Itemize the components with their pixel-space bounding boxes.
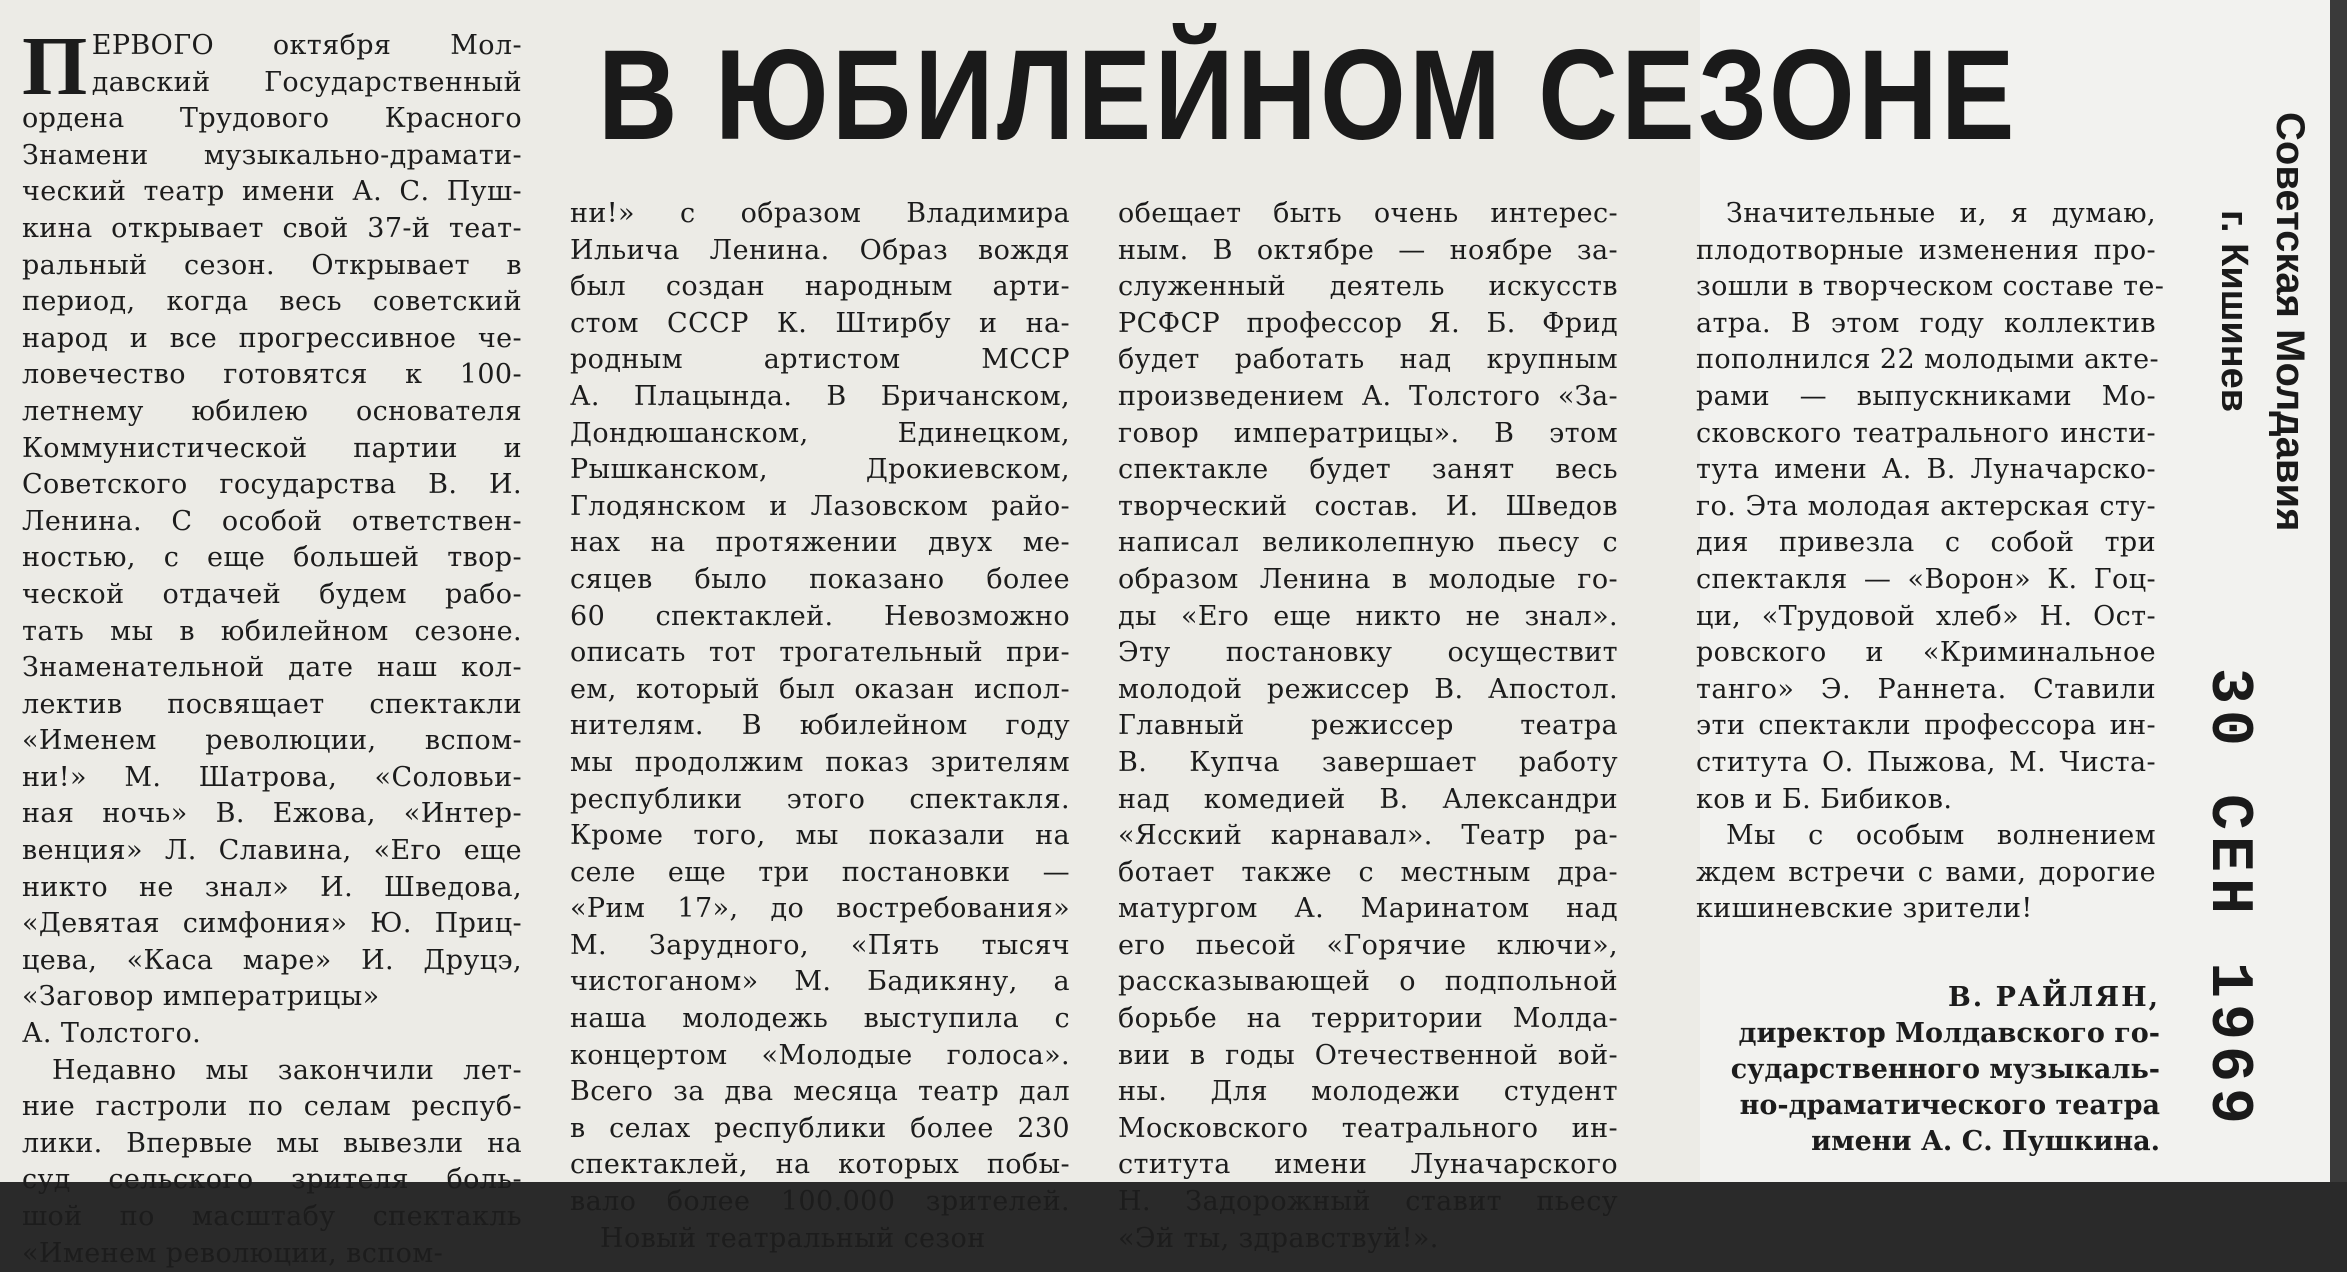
text-line: Ильича Ленина. Образ вождя — [570, 234, 1070, 266]
article-signature — [1700, 980, 2160, 1160]
text-line: нах на протяжении двух ме- — [570, 527, 1070, 559]
text-line: написал великолепную пьесу с — [1118, 527, 1618, 559]
text-line: «Именем революции, вспом- — [22, 1237, 444, 1269]
text-line: Главный режиссер театра — [1118, 710, 1618, 742]
text-line: борьбе на территории Молда- — [1118, 1003, 1618, 1035]
text-line: над комедией В. Александри — [1118, 783, 1618, 815]
text-line: произведением А. Толстого «За- — [1118, 380, 1618, 412]
text-line: ностью, с еще большей твор- — [22, 542, 522, 574]
text-line: пополнился 22 молодыми акте- — [1696, 344, 2160, 376]
text-line: ральный сезон. Открывает в — [22, 249, 522, 281]
text-line: «Ясский карнавал». Театр ра- — [1118, 820, 1618, 852]
text-line: мы продолжим показ зрителям — [570, 746, 1070, 778]
author-name: В. РАЙЛЯН, — [1947, 982, 2160, 1013]
text-line: летнему юбилею основателя — [22, 395, 522, 427]
text-line: был создан народным арти- — [570, 271, 1070, 303]
author-title-line: директор Молдавского го- — [1738, 1018, 2160, 1049]
text-line: описать тот трогательный при- — [570, 637, 1070, 669]
text-line: тать мы в юбилейном сезоне. — [22, 615, 522, 647]
text-line: спектакле будет занят весь — [1118, 454, 1618, 486]
text-line: венция» Л. Славина, «Его еще — [22, 835, 522, 867]
text-line: ным. В октябре — ноябре за- — [1118, 234, 1618, 266]
text-line: Н. Задорожный ставит пьесу — [1118, 1186, 1618, 1218]
article-column-4 — [1696, 196, 2165, 928]
text-line: Недавно мы закончили лет- — [52, 1054, 522, 1086]
text-line: ни!» М. Шатрова, «Соловьи- — [22, 761, 522, 793]
text-line: Новый театральный сезон — [600, 1222, 986, 1254]
text-line: ститута имени Луначарского — [1118, 1149, 1618, 1181]
text-line: Кроме того, мы показали на — [570, 820, 1070, 852]
text-line: Эту постановку осуществит — [1118, 637, 1618, 669]
text-line: Коммунистической партии и — [22, 432, 522, 464]
text-line: ловечество готовятся к 100- — [22, 359, 522, 391]
scan-edge — [2330, 0, 2347, 1182]
text-line: народ и все прогрессивное че- — [22, 322, 522, 354]
text-line: шой по масштабу спектакль — [22, 1201, 522, 1232]
text-line: атра. В этом году коллектив — [1696, 307, 2156, 339]
text-line: сяцев было показано более — [570, 563, 1070, 595]
text-line: А. Плацында. В Бричанском, — [570, 380, 1070, 412]
text-line: Дондюшанском, Единецком, — [570, 417, 1070, 449]
text-line: Советского государства В. И. — [22, 469, 522, 501]
text-line: дия привезла с собой три — [1696, 527, 2156, 559]
text-line: ботает также с местным дра- — [1118, 856, 1618, 888]
text-line: кишиневские зрители! — [1696, 893, 2033, 925]
text-line: ровского и «Криминальное — [1696, 637, 2156, 669]
text-line: ордена Трудового Красного — [22, 103, 522, 135]
text-line: Всего за два месяца театр дал — [570, 1076, 1070, 1108]
text-line: наша молодежь выступила с — [570, 1003, 1070, 1035]
text-line: творческий состав. И. Шведов — [1118, 490, 1618, 522]
text-line: молодой режиссер В. Апостол. — [1118, 673, 1618, 705]
text-line: Знаменательной дате наш кол- — [22, 652, 522, 684]
article-column-2 — [570, 196, 1070, 1257]
text-line: Значительные и, я думаю, — [1726, 198, 2156, 229]
text-line: лики. Впервые мы вывезли на — [22, 1127, 522, 1159]
author-title-line: но-драматического театра — [1739, 1090, 2160, 1121]
text-line: рассказывающей о подпольной — [1118, 966, 1618, 998]
text-line: Московского театрального ин- — [1118, 1112, 1618, 1144]
article-headline: В ЮБИЛЕЙНОМ СЕЗОНЕ — [598, 24, 2018, 167]
text-line: ды «Его еще никто не знал». — [1118, 600, 1618, 632]
text-line: М. Зарудного, «Пять тысяч — [570, 929, 1070, 961]
text-line: обещает быть очень интерес- — [1118, 198, 1618, 229]
text-line: образом Ленина в молодые го- — [1118, 563, 1618, 595]
text-line: в селах республики более 230 — [570, 1112, 1070, 1144]
text-line: «Девятая симфония» Ю. Приц- — [22, 908, 522, 940]
author-title-line: имени А. С. Пушкина. — [1811, 1126, 2160, 1157]
article-column-1 — [22, 20, 522, 1272]
text-line: чистоганом» М. Бадикяну, а — [570, 966, 1070, 998]
text-line: Глодянском и Лазовском райо- — [570, 490, 1070, 522]
text-line: нителям. В юбилейном году — [570, 710, 1070, 742]
text-line: 60 спектаклей. Невозможно — [570, 600, 1070, 632]
text-line: ститута О. Пыжова, М. Чиста- — [1696, 746, 2156, 778]
text-line: служенный деятель искусств — [1118, 271, 1618, 303]
text-line: рами — выпускниками Мо- — [1696, 380, 2156, 412]
text-line: давский Государственный — [91, 66, 522, 98]
text-line: будет работать над крупным — [1118, 344, 1618, 376]
text-line: ческий театр имени А. С. Пуш- — [22, 176, 522, 208]
text-line: родным артистом МССР — [570, 344, 1070, 376]
text-line: никто не знал» И. Шведова, — [22, 871, 522, 903]
text-line: Мы с особым волнением — [1726, 820, 2156, 852]
text-line: В. Купча завершает работу — [1118, 746, 1618, 778]
text-line: ем, который был оказан испол- — [570, 673, 1070, 705]
text-line: Знамени музыкально-драмати- — [22, 139, 522, 171]
text-line: республики этого спектакля. — [570, 783, 1070, 815]
text-line: «Эй ты, здравствуй!». — [1118, 1222, 1439, 1254]
city-stamp: г. Кишинев — [2213, 210, 2255, 413]
text-line: цева, «Каса маре» И. Друцэ, — [22, 944, 522, 976]
text-line: танго» Э. Раннета. Ставили — [1696, 673, 2156, 705]
text-line: суд сельского зрителя боль- — [22, 1164, 522, 1196]
text-line: зошли в творческом составе те- — [1696, 271, 2165, 303]
text-line: «Рим 17», до востребования» — [570, 893, 1070, 925]
text-line: кина открывает свой 37-й теат- — [22, 212, 522, 244]
author-title-line: сударственного музыкаль- — [1730, 1054, 2160, 1085]
text-line: го. Эта молодая актерская сту- — [1696, 490, 2156, 522]
text-line: тута имени А. В. Луначарско- — [1696, 454, 2156, 486]
text-line: матургом А. Маринатом над — [1118, 893, 1618, 925]
text-line: РСФСР профессор Я. Б. Фрид — [1118, 307, 1618, 339]
drop-cap: П — [22, 20, 88, 113]
text-line: ЕРВОГО октября Мол- — [91, 30, 522, 61]
date-stamp: 30 СЕН 1969 — [2194, 668, 2262, 1131]
text-line: Рышканском, Дрокиевском, — [570, 454, 1070, 486]
text-line: концертом «Молодые голоса». — [570, 1039, 1070, 1071]
newspaper-stamp: Советская Молдавия — [2268, 112, 2312, 532]
text-line: ци, «Трудовой хлеб» Н. Ост- — [1696, 600, 2156, 632]
text-line: эти спектакли профессора ин- — [1696, 710, 2156, 742]
text-line: селе еще три постановки — — [570, 856, 1070, 888]
text-line: спектаклей, на которых побы- — [570, 1149, 1070, 1181]
text-line: лектив посвящает спектакли — [22, 688, 522, 720]
text-line: стом СССР К. Штирбу и на- — [570, 307, 1070, 339]
text-line: ная ночь» В. Ежова, «Интер- — [22, 798, 522, 830]
text-line: период, когда весь советский — [22, 286, 522, 318]
text-line: плодотворные изменения про- — [1696, 234, 2156, 266]
text-line: его пьесой «Горячие ключи», — [1118, 929, 1618, 961]
text-line: ков и Б. Бибиков. — [1696, 783, 1953, 815]
text-line: «Именем революции, вспом- — [22, 725, 522, 757]
text-line: Ленина. С особой ответствен- — [22, 505, 522, 537]
text-line: «Заговор императрицы» — [22, 981, 380, 1013]
text-line: ние гастроли по селам респуб- — [22, 1091, 522, 1123]
text-line: ны. Для молодежи студент — [1118, 1076, 1618, 1108]
text-line: спектакля — «Ворон» К. Гоц- — [1696, 563, 2156, 595]
author-title — [1700, 1016, 2160, 1160]
article-column-3 — [1118, 196, 1618, 1257]
text-line: ческой отдачей будем рабо- — [22, 578, 522, 610]
text-line: ждем встречи с вами, дорогие — [1696, 856, 2156, 888]
text-line: говор императрицы». В этом — [1118, 417, 1618, 449]
text-line: вало более 100.000 зрителей. — [570, 1186, 1070, 1218]
text-line: ни!» с образом Владимира — [570, 198, 1070, 229]
text-line: сковского театрального инсти- — [1696, 417, 2156, 449]
text-line: вии в годы Отечественной вой- — [1118, 1039, 1618, 1071]
text-line: А. Толстого. — [22, 1018, 202, 1050]
